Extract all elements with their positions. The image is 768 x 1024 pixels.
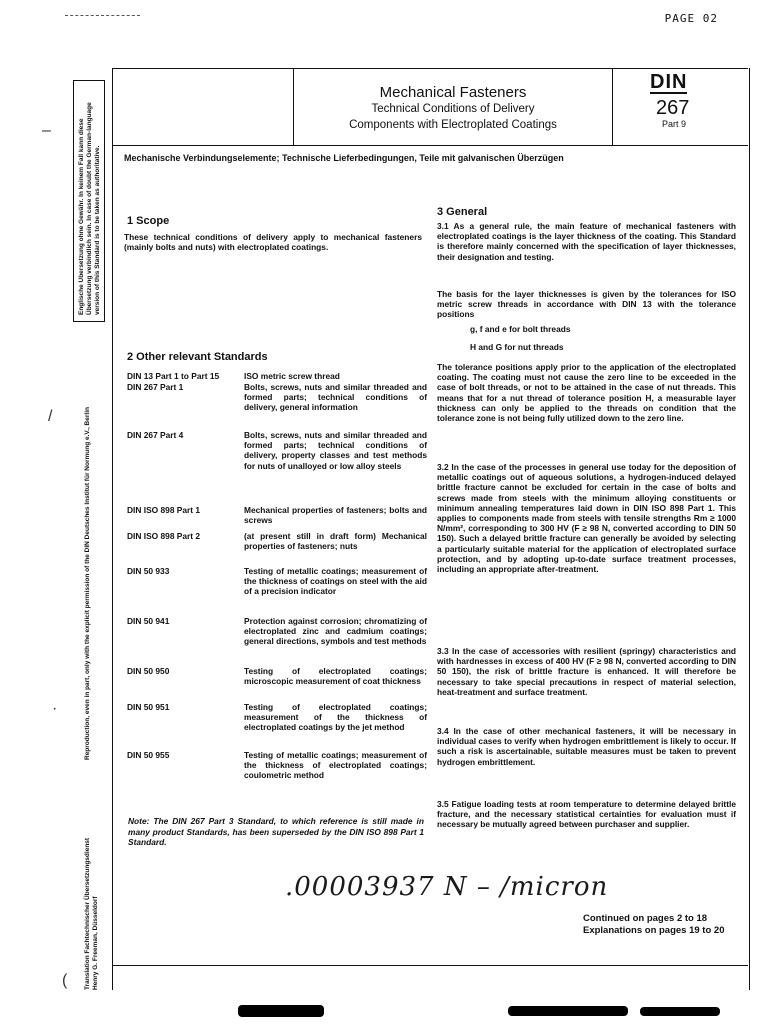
scan-smudge — [65, 15, 140, 20]
scan-mark: ( — [62, 972, 68, 989]
standard-code: DIN 267 Part 4 — [127, 430, 184, 440]
section-3-2-text: 3.2 In the case of the processes in general use today for the deposition of metallic coatings out of aqueous solutions, a hydrogen-induced delayed brittle fracture cannot be excluded for certain in the case of bolts and screws made from steels with the minimum alloying constituents or minimum annealing temperatures laid down in DIN ISO 898 Part 1. This applies to components made from steels with tensile strengths Rm ≥ 1000 N/mm², corresponding to 300 HV (F ≥ 98 N, converted according to DIN 50 150). Such a delayed brittle fracture can generally be avoided by selecting a particularly suitable material for the application of electroplated surface protection, and by adopting up-to-date surface treatment processes, including an appropriate after-treatment. — [437, 462, 736, 575]
standards-note: Note: The DIN 267 Part 3 Standard, to which reference is still made in many product Standards, has been superseded by the DIN ISO 898 Part 1 Standard. — [128, 816, 424, 847]
standard-desc: Bolts, screws, nuts and similar threaded and formed parts; technical conditions of delivery, property classes and test methods for nuts of unalloyed or low alloy steels — [244, 430, 427, 471]
footer-rule — [112, 965, 748, 966]
explanations-note: Explanations on pages 19 to 20 — [583, 925, 725, 936]
standard-code: DIN 50 951 — [127, 702, 170, 712]
redaction-mark — [640, 1007, 720, 1016]
standard-row — [127, 430, 427, 502]
standard-desc: Mechanical properties of fasteners; bolts and screws — [244, 505, 427, 526]
standard-row — [127, 702, 427, 744]
standard-desc: Protection against corrosion; chromatizing of electroplated zinc and cadmium coatings; general directions, symbols and test methods — [244, 616, 427, 647]
redaction-mark — [238, 1005, 324, 1017]
section-1-text: These technical conditions of delivery apply to mechanical fasteners (mainly bolts and nuts) with electroplated coatings. — [124, 232, 422, 253]
translation-credit: Translation Fachtechnischer Übersetzungsdienst Henry G. Freeman, Düsseldorf — [84, 837, 99, 990]
continued-note: Continued on pages 2 to 18 — [583, 913, 708, 924]
standard-code: DIN 50 933 — [127, 566, 170, 576]
document-subtitle-2: Components with Electroplated Coatings — [349, 119, 557, 131]
standard-row — [127, 666, 427, 698]
din-logo: DIN — [650, 71, 688, 93]
din-standard-number: 267 — [656, 97, 690, 119]
handwritten-annotation: .00003937 N – /micron — [285, 872, 609, 902]
standard-desc: ISO metric screw thread — [244, 371, 340, 381]
section-3-4-text: 3.4 In the case of other mechanical fasteners, it will be necessary in individual cases to verify when hydrogen embrittlement is likely to occur. If such a risk is ascertainable, suitable measures must be taken to prevent hydrogen embrittlement. — [437, 726, 736, 767]
section-3-basis-text: The basis for the layer thicknesses is given by the tolerances for ISO metric screw threads in accordance with DIN 13 with the tolerance positions — [437, 289, 736, 320]
document-title: Mechanical Fasteners — [379, 84, 527, 101]
section-2-heading: 2 Other relevant Standards — [127, 351, 268, 363]
scan-mark: – — [42, 122, 51, 139]
standard-row — [127, 505, 427, 527]
standard-row — [127, 750, 427, 802]
tolerance-bolt: g, f and e for bolt threads — [470, 324, 571, 334]
header-divider-right — [612, 68, 613, 145]
header-bottom-rule — [112, 145, 748, 146]
standard-code: DIN 267 Part 1 — [127, 382, 184, 392]
standard-row — [127, 616, 427, 668]
tolerance-nut: H and G for nut threads — [470, 342, 564, 352]
standard-code: DIN ISO 898 Part 2 — [127, 531, 201, 541]
section-3-1-text: 3.1 As a general rule, the main feature of mechanical fasteners with electroplated coatings is the layer thickness of the coating. This Standard is therefore mainly concerned with the specification of layer thicknesses, their designation and testing. — [437, 221, 736, 262]
standard-code: DIN 50 941 — [127, 616, 170, 626]
standard-row — [127, 382, 427, 432]
standard-desc: Testing of electroplated coatings; microscopic measurement of coat thickness — [244, 666, 427, 687]
standard-row — [127, 566, 427, 608]
section-3-3-text: 3.3 In the case of accessories with resilient (springy) characteristics and with hardnesses in excess of 400 HV (F ≥ 98 N, converted according to DIN 50 150), the risk of brittle fracture is enhanced. It will therefore be necessary to take special precautions in respect of material selection, heat-treatment and surface treatment. — [437, 646, 736, 697]
standard-desc: Testing of metallic coatings; measurement of the thickness of electroplated coatings; coulometric method — [244, 750, 427, 781]
section-3-heading: 3 General — [437, 206, 488, 218]
standard-desc: Bolts, screws, nuts and similar threaded and formed parts; technical conditions of delivery, general information — [244, 382, 427, 413]
standard-code: DIN 50 950 — [127, 666, 170, 676]
german-title: Mechanische Verbindungselemente; Technische Lieferbedingungen, Teile mit galvanischen Überzügen — [124, 153, 564, 163]
standard-row — [127, 531, 427, 563]
section-3-5-text: 3.5 Fatigue loading tests at room temperature to determine delayed brittle fracture, and the necessary statistical certainties for evaluation must if necessary be mutually agreed between purchaser and supplier. — [437, 799, 736, 830]
scan-mark: / — [48, 408, 53, 425]
redaction-mark — [508, 1006, 628, 1016]
document-subtitle-1: Technical Conditions of Delivery — [371, 103, 535, 115]
page-label: PAGE 02 — [664, 12, 718, 25]
standard-desc: (at present still in draft form) Mechanical properties of fasteners; nuts — [244, 531, 427, 552]
margin-notice-text: Englische Ubersetzung ohne Gewähr. In keinem Fall kann diese Übersetzung verbindlich sein. In case of doubt the German-language version of this Standard is to be taken as authoritative. — [78, 102, 101, 315]
standard-code: DIN 13 Part 1 to Part 15 — [127, 371, 220, 381]
standard-desc: Testing of electroplated coatings; measurement of the thickness of electroplated coatings by the jet method — [244, 702, 427, 733]
standard-code: DIN ISO 898 Part 1 — [127, 505, 201, 515]
section-3-tolerance-text: The tolerance positions apply prior to the application of the electroplated coating. The coating must not cause the zero line to be exceeded in the case of bolt threads, or not to be attained in the case of nut threads. This means that for a nut thread of tolerance position H, a measurable layer thickness can only be applied to the threads on condition that the tolerance zone is not being fully utilized down to the zero line. — [437, 362, 736, 424]
din-part-label: Part 9 — [662, 119, 687, 129]
standard-code: DIN 50 955 — [127, 750, 170, 760]
header-top-rule — [112, 68, 748, 69]
standard-desc: Testing of metallic coatings; measurement of the thickness of coatings on steel with the aid of a precision indicator — [244, 566, 427, 597]
scan-mark: · — [52, 700, 58, 717]
section-1-heading: 1 Scope — [127, 215, 170, 227]
reproduction-notice: Reproduction, even in part, only with the explicit permission of the DIN Deutsches Institut für Normung e.V., Berlin — [84, 407, 91, 760]
